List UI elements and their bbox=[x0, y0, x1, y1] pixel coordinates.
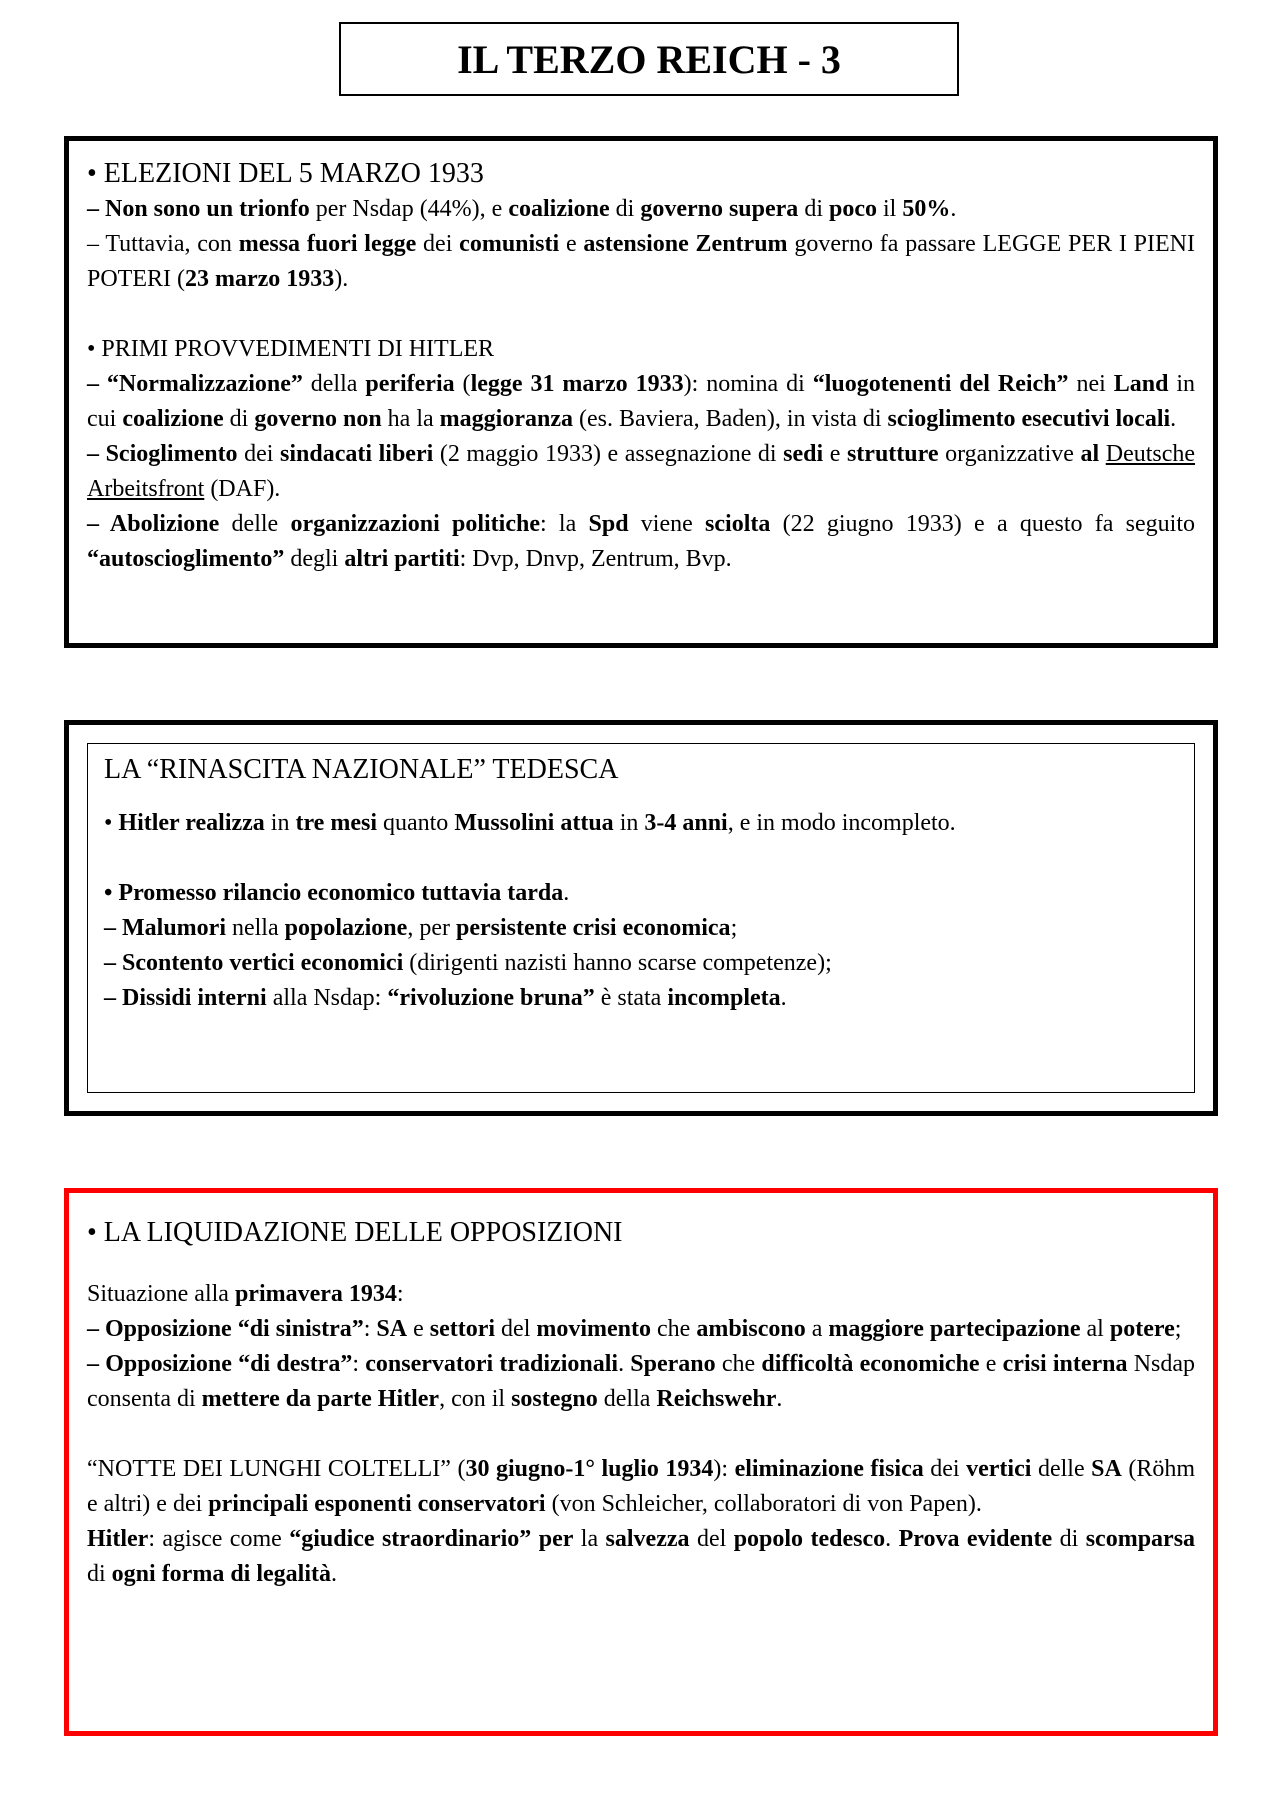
text-run: di bbox=[798, 196, 829, 222]
text-run: a bbox=[805, 1316, 829, 1342]
text-run: altri partiti bbox=[344, 546, 460, 572]
text-run: (dirigenti nazisti hanno scarse competenze); bbox=[403, 950, 832, 976]
text-run: mettere da parte Hitler bbox=[201, 1386, 440, 1412]
text-run: . bbox=[1170, 406, 1177, 432]
text-run: – Opposizione bbox=[87, 1351, 232, 1377]
text-run: sindacati liberi bbox=[280, 441, 434, 467]
text-run: scomparsa bbox=[1085, 1526, 1196, 1552]
text-run: principali esponenti conservatori bbox=[208, 1491, 546, 1517]
section-rinascita bbox=[64, 720, 1218, 1116]
text-run: Deutsche Arbeitsfront bbox=[87, 441, 1196, 502]
text-run: Spd bbox=[588, 511, 629, 537]
text-run: maggioranza bbox=[439, 406, 573, 432]
text-run: ha la bbox=[381, 406, 440, 432]
text-run: – Abolizione bbox=[87, 511, 220, 537]
text-run: ). bbox=[334, 266, 349, 292]
text-run: dei bbox=[237, 441, 281, 467]
text-run: settori bbox=[429, 1316, 496, 1342]
page-title: IL TERZO REICH - 3 bbox=[339, 22, 959, 96]
paragraph bbox=[104, 946, 1178, 981]
text-run: in bbox=[264, 810, 296, 836]
section-elezioni bbox=[64, 136, 1218, 648]
text-run: del bbox=[689, 1526, 734, 1552]
text-run: di bbox=[1052, 1526, 1086, 1552]
text-run: crisi interna bbox=[1002, 1351, 1128, 1377]
text-run: • Promesso rilancio economico tuttavia tarda bbox=[104, 880, 564, 906]
text-run: Hitler bbox=[87, 1526, 149, 1552]
paragraph bbox=[87, 437, 1195, 507]
section-liquidazione bbox=[64, 1188, 1218, 1736]
text-run: • bbox=[104, 810, 119, 836]
text-run: “rivoluzione bruna” bbox=[387, 985, 595, 1011]
text-run: coalizione bbox=[122, 406, 224, 432]
text-run: strutture bbox=[846, 441, 939, 467]
text-run: nella bbox=[225, 915, 285, 941]
text-run: – Malumori bbox=[104, 915, 226, 941]
text-run: per Nsdap (44%), e bbox=[309, 196, 509, 222]
text-run: (2 maggio 1933) e assegnazione di bbox=[433, 441, 784, 467]
text-run: . bbox=[331, 1561, 337, 1587]
text-run: messa fuori legge bbox=[238, 231, 417, 257]
text-run: popolazione bbox=[284, 915, 408, 941]
text-run: Reichswehr bbox=[656, 1386, 777, 1412]
text-run: alla Nsdap: bbox=[266, 985, 388, 1011]
text-run: legge 31 marzo 1933 bbox=[470, 371, 684, 397]
heading-rinascita: LA “RINASCITA NAZIONALE” TEDESCA bbox=[104, 754, 619, 785]
text-run: ambiscono bbox=[696, 1316, 806, 1342]
text-run: persistente crisi economica bbox=[455, 915, 731, 941]
text-run: – Scontento vertici economici bbox=[104, 950, 404, 976]
text-run: . bbox=[618, 1351, 631, 1377]
text-run: quanto bbox=[376, 810, 455, 836]
text-run: della bbox=[302, 371, 366, 397]
text-run: , con il bbox=[439, 1386, 512, 1412]
text-run: incompleta bbox=[667, 985, 781, 1011]
text-run: . bbox=[950, 196, 957, 222]
text-run: che bbox=[651, 1316, 697, 1342]
heading-elezioni: • ELEZIONI DEL 5 MARZO 1933 bbox=[87, 158, 484, 189]
text-run: – Dissidi interni bbox=[104, 985, 267, 1011]
paragraph bbox=[87, 367, 1195, 437]
text-run: sostegno bbox=[511, 1386, 598, 1412]
text-run: ogni forma di legalità bbox=[111, 1561, 331, 1587]
text-run: (von Schleicher, collaboratori di von Papen). bbox=[545, 1491, 982, 1517]
paragraph bbox=[87, 1312, 1195, 1347]
text-run: e bbox=[979, 1351, 1003, 1377]
text-run: salvezza bbox=[605, 1526, 690, 1552]
text-run: (22 giugno 1933) e a questo fa seguito bbox=[770, 511, 1195, 537]
text-run: governo supera bbox=[640, 196, 799, 222]
text-run: popolo tedesco bbox=[733, 1526, 886, 1552]
text-run: coalizione bbox=[508, 196, 610, 222]
text-run: che bbox=[715, 1351, 762, 1377]
text-run: – Non sono un bbox=[87, 196, 240, 222]
text-run: organizzazioni politiche bbox=[290, 511, 540, 537]
text-run: governo non bbox=[254, 406, 382, 432]
text-run: ; bbox=[730, 915, 738, 941]
paragraph bbox=[87, 192, 1195, 227]
text-run: 50% bbox=[902, 196, 951, 222]
paragraph bbox=[87, 1347, 1195, 1417]
text-run: – Scioglimento bbox=[87, 441, 238, 467]
text-run: vertici bbox=[966, 1456, 1032, 1482]
text-run: SA bbox=[376, 1316, 408, 1342]
text-run: “autoscioglimento” bbox=[87, 546, 285, 572]
text-run: . bbox=[776, 1386, 783, 1412]
text-run: (DAF). bbox=[204, 476, 281, 502]
text-run: organizzative bbox=[938, 441, 1081, 467]
text-run: di bbox=[609, 196, 641, 222]
text-run: di bbox=[223, 406, 255, 432]
text-run: (es. Baviera, Baden), in vista di bbox=[572, 406, 888, 432]
text-run: delle bbox=[219, 511, 291, 537]
text-run: sedi bbox=[783, 441, 824, 467]
text-run: e bbox=[823, 441, 847, 467]
text-run: viene bbox=[628, 511, 706, 537]
text-run: Nsdap consenta di bbox=[87, 1351, 1196, 1412]
text-run: 23 marzo 1933 bbox=[185, 266, 335, 292]
text-run: in bbox=[613, 810, 645, 836]
text-run: “NOTTE DEI LUNGHI COLTELLI” ( bbox=[87, 1456, 466, 1482]
text-run: primavera 1934 bbox=[234, 1281, 397, 1307]
paragraph bbox=[87, 227, 1195, 297]
text-run: difficoltà economiche bbox=[761, 1351, 980, 1377]
text-run: e bbox=[407, 1316, 430, 1342]
text-run: Mussolini attua bbox=[454, 810, 614, 836]
text-run: : bbox=[396, 1281, 404, 1307]
paragraph bbox=[104, 911, 1178, 946]
text-run: Situazione alla bbox=[87, 1281, 235, 1307]
text-run: , per bbox=[407, 915, 456, 941]
text-run: per bbox=[531, 1526, 574, 1552]
text-run: governo fa passare LEGGE PER I PIENI POTERI ( bbox=[87, 231, 1195, 292]
text-run: , e in modo incompleto. bbox=[727, 810, 956, 836]
text-run: : agisce come bbox=[148, 1526, 290, 1552]
text-run: Sperano bbox=[630, 1351, 716, 1377]
text-run: di bbox=[87, 1561, 112, 1587]
text-run: al bbox=[1080, 1316, 1110, 1342]
text-run: “di destra” bbox=[238, 1351, 353, 1377]
text-run: comunisti bbox=[459, 231, 560, 257]
text-run: conservatori tradizionali bbox=[365, 1351, 619, 1377]
text-run: periferia bbox=[365, 371, 455, 397]
text-run: eliminazione fisica bbox=[734, 1456, 924, 1482]
text-run: movimento bbox=[536, 1316, 652, 1342]
text-run: la bbox=[573, 1526, 606, 1552]
text-run: in cui bbox=[87, 371, 1196, 432]
text-run: dei bbox=[923, 1456, 967, 1482]
text-run: delle bbox=[1031, 1456, 1092, 1482]
paragraph bbox=[87, 507, 1195, 577]
text-run: : Dvp, Dnvp, Zentrum, Bvp. bbox=[459, 546, 732, 572]
text-run: : la bbox=[540, 511, 589, 537]
paragraph bbox=[104, 806, 1178, 841]
text-run: poco bbox=[828, 196, 877, 222]
text-run: “di sinistra” bbox=[237, 1316, 364, 1342]
text-run: – Tuttavia, con bbox=[87, 231, 239, 257]
text-run: (Röhm e altri) e dei bbox=[87, 1456, 1196, 1517]
text-run: del bbox=[495, 1316, 537, 1342]
text-run: astensione Zentrum bbox=[583, 231, 788, 257]
text-run: . bbox=[780, 985, 787, 1011]
paragraph bbox=[87, 1277, 1195, 1312]
text-run: nei bbox=[1068, 371, 1114, 397]
text-run: tre mesi bbox=[295, 810, 377, 836]
text-run: – “Normalizzazione” bbox=[87, 371, 303, 397]
text-run: ; bbox=[1174, 1316, 1182, 1342]
text-run: sciolta bbox=[705, 511, 771, 537]
text-run: Land bbox=[1113, 371, 1169, 397]
paragraph bbox=[87, 1522, 1195, 1592]
paragraph bbox=[104, 876, 1178, 911]
text-run bbox=[1099, 441, 1106, 467]
text-run: 3-4 anni bbox=[644, 810, 728, 836]
text-run: al bbox=[1080, 441, 1100, 467]
text-run: : bbox=[363, 1316, 377, 1342]
text-run: – Opposizione bbox=[87, 1316, 232, 1342]
paragraph bbox=[104, 981, 1178, 1016]
text-run: potere bbox=[1109, 1316, 1175, 1342]
text-run: scioglimento esecutivi locali bbox=[887, 406, 1171, 432]
text-run: della bbox=[597, 1386, 657, 1412]
text-run: . bbox=[563, 880, 570, 906]
text-run: ): nomina di bbox=[683, 371, 813, 397]
text-run: . bbox=[885, 1526, 899, 1552]
text-run: Prova evidente bbox=[898, 1526, 1053, 1552]
text-run: il bbox=[876, 196, 903, 222]
text-run: “giudice straordinario” bbox=[289, 1526, 532, 1552]
text-run: trionfo bbox=[239, 196, 310, 222]
text-run: degli bbox=[284, 546, 345, 572]
text-run: “luogotenenti del Reich” bbox=[812, 371, 1069, 397]
text-run: SA bbox=[1091, 1456, 1122, 1482]
text-run: ( bbox=[454, 371, 471, 397]
text-run: dei bbox=[416, 231, 460, 257]
text-run: ): bbox=[713, 1456, 735, 1482]
text-run: : bbox=[352, 1351, 366, 1377]
heading-provvedimenti: • PRIMI PROVVEDIMENTI DI HITLER bbox=[87, 336, 495, 362]
text-run: è stata bbox=[594, 985, 668, 1011]
heading-liquidazione: • LA LIQUIDAZIONE DELLE OPPOSIZIONI bbox=[87, 1217, 623, 1248]
text-run: Hitler realizza bbox=[118, 810, 265, 836]
text-run: e bbox=[559, 231, 584, 257]
paragraph bbox=[87, 1452, 1195, 1522]
text-run: 30 giugno-1° luglio 1934 bbox=[465, 1456, 714, 1482]
text-run: maggiore partecipazione bbox=[828, 1316, 1081, 1342]
